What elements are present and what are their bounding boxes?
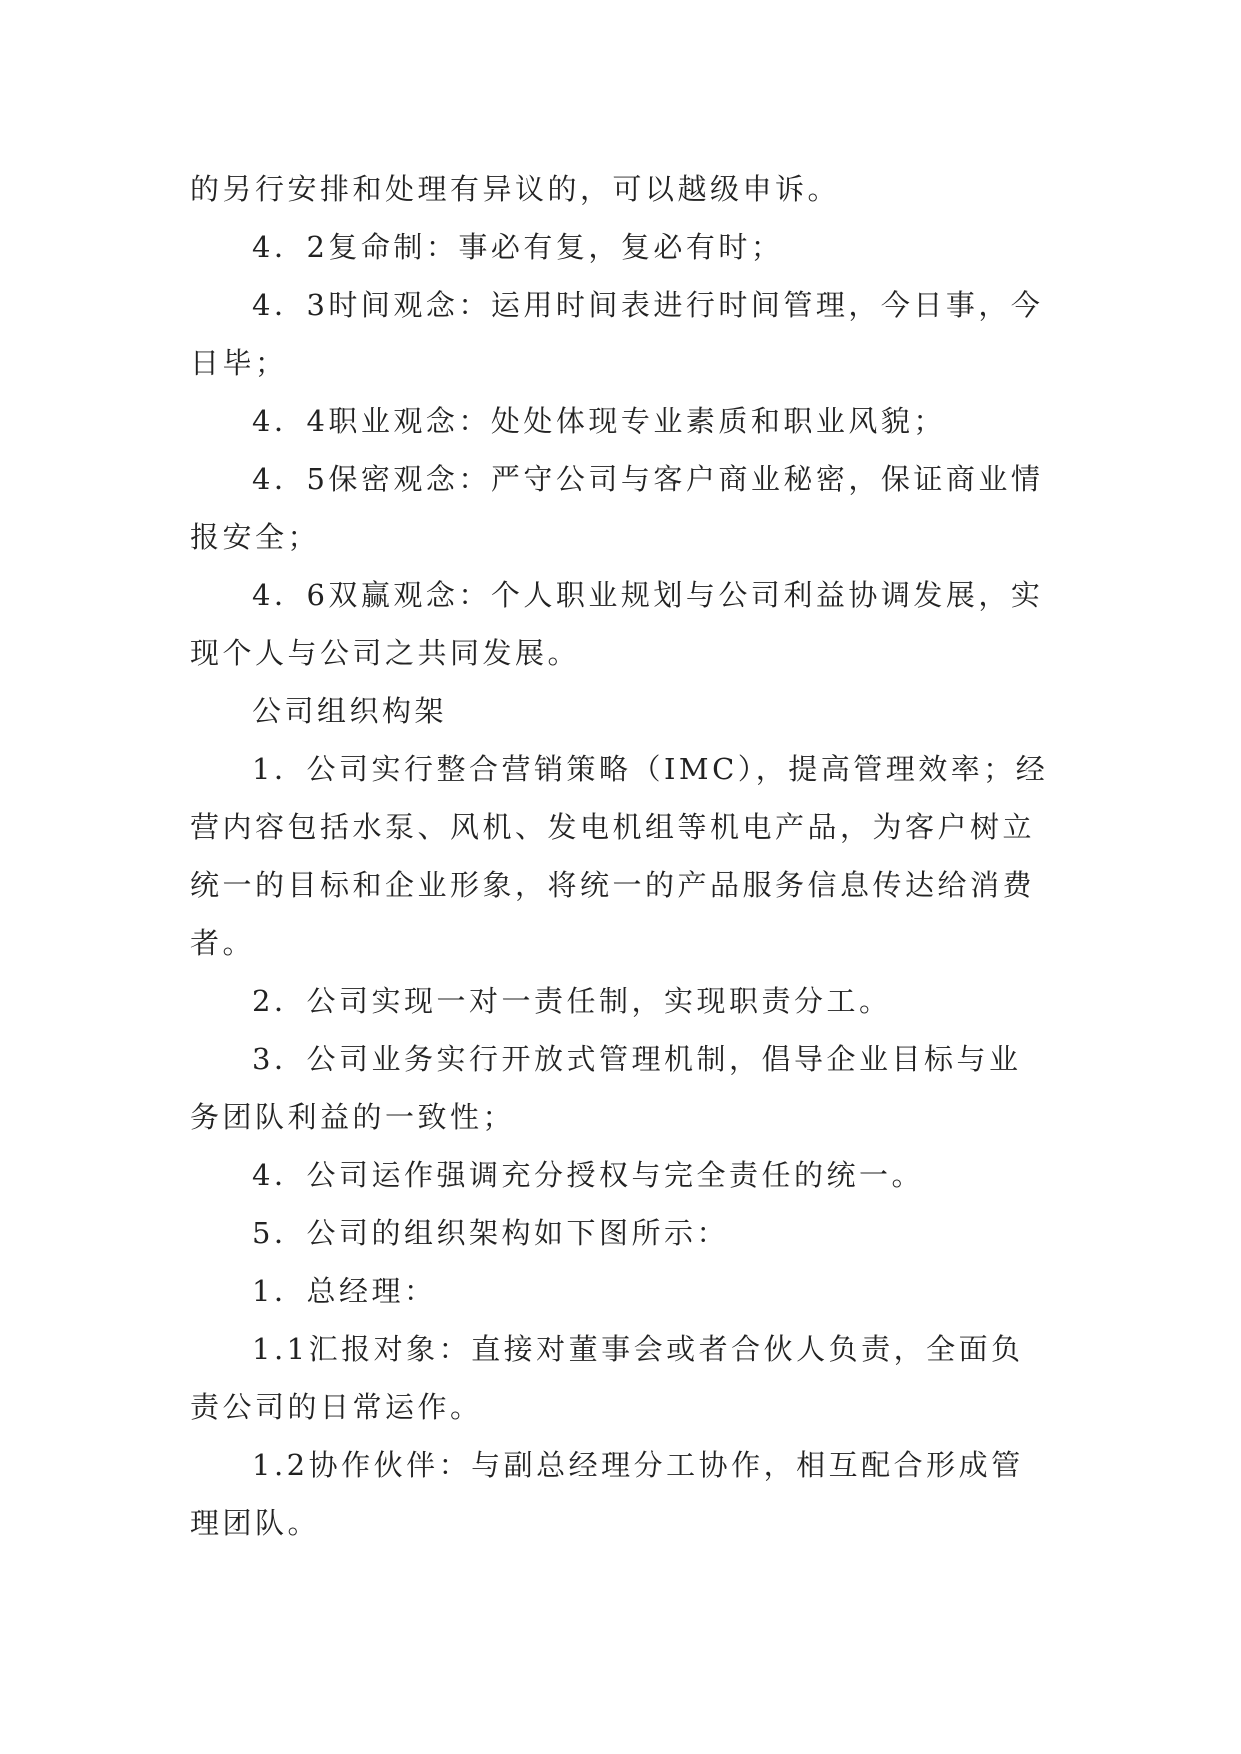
paragraph-4-4: 4．4职业观念：处处体现专业素质和职业风貌； — [252, 404, 946, 438]
paragraph-org-5: 5．公司的组织架构如下图所示： — [252, 1216, 729, 1250]
paragraph-gm-1-2: 1.2协作伙伴：与副总经理分工协作，相互配合形成管理团队。 — [190, 1448, 1024, 1540]
paragraph-4-2: 4．2复命制：事必有复，复必有时； — [252, 230, 784, 264]
paragraph-gm-heading: 1．总经理： — [252, 1274, 437, 1308]
paragraph-4-3: 4．3时间观念：运用时间表进行时间管理，今日事，今日毕； — [190, 288, 1044, 380]
paragraph-org-2: 2．公司实现一对一责任制，实现职责分工。 — [252, 984, 892, 1018]
paragraph-gm-1-1: 1.1汇报对象：直接对董事会或者合伙人负责，全面负责公司的日常运作。 — [190, 1332, 1024, 1424]
paragraph-continuation: 的另行安排和处理有异议的，可以越级申诉。 — [190, 172, 841, 206]
paragraph-4-6: 4．6双赢观念：个人职业规划与公司利益协调发展，实现个人与公司之共同发展。 — [190, 578, 1044, 670]
section-heading: 公司组织构架 — [252, 694, 448, 728]
document-body — [190, 160, 1050, 1552]
paragraph-org-1: 1．公司实行整合营销策略（IMC），提高管理效率；经营内容包括水泵、风机、发电机组等机电产品，为客户树立统一的目标和企业形象，将统一的产品服务信息传达给消费者。 — [190, 752, 1049, 960]
paragraph-org-4: 4．公司运作强调充分授权与完全责任的统一。 — [252, 1158, 924, 1192]
paragraph-4-5: 4．5保密观念：严守公司与客户商业秘密，保证商业情报安全； — [190, 462, 1044, 554]
paragraph-org-3: 3．公司业务实行开放式管理机制，倡导企业目标与业务团队利益的一致性； — [190, 1042, 1022, 1134]
